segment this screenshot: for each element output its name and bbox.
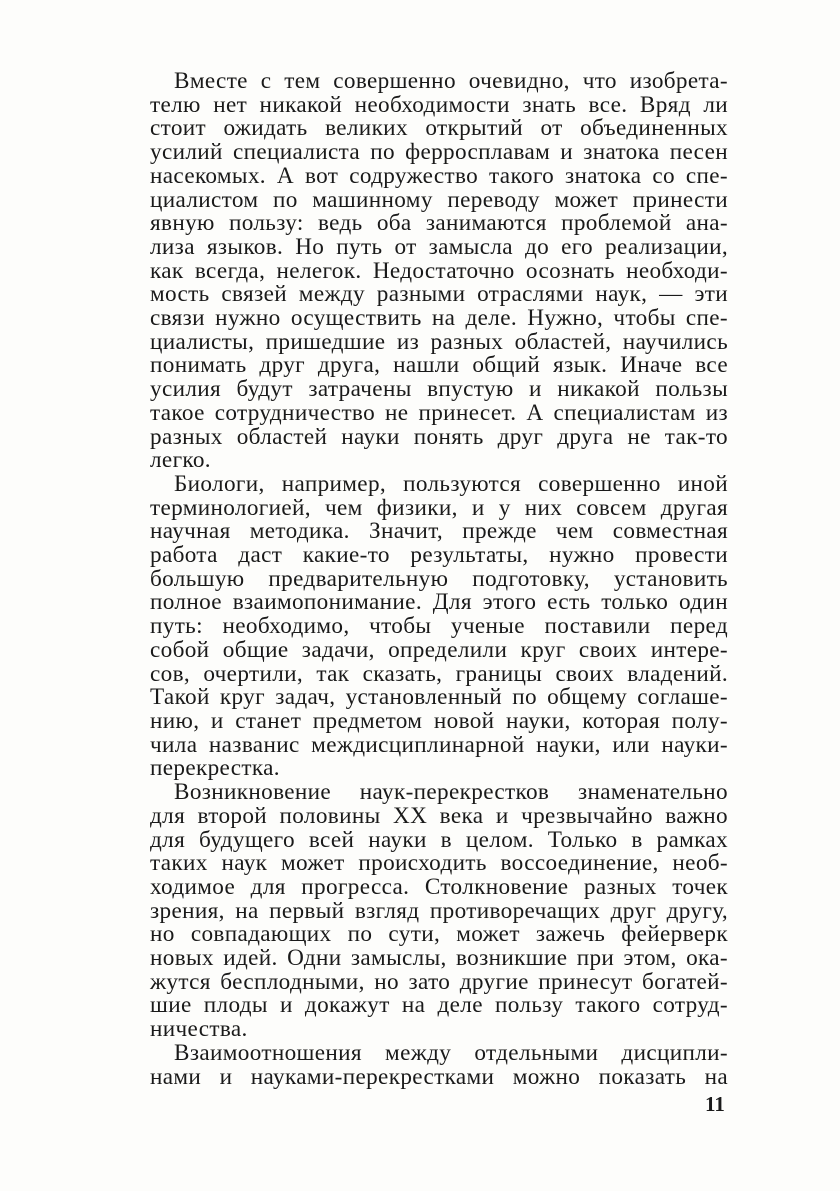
paragraph xyxy=(150,781,728,1042)
text-line: легко. xyxy=(150,447,211,474)
text-line: шие плоды и докажут на деле пользу такого сотруд- xyxy=(150,992,728,1019)
text-line: Взаимоотношения между отдельными дисципли- xyxy=(174,1039,728,1066)
text-line: понимать друг друга, нашли общий язык. Иначе все xyxy=(150,352,728,379)
text-line: как всегда, нелегок. Недостаточно осознать необходи- xyxy=(150,257,728,284)
text-line: такое сотрудничество не принесет. А специалистам из xyxy=(150,399,728,426)
paragraph xyxy=(150,70,728,473)
text-line: жутся бесплодными, но зато другие принесут богатей- xyxy=(150,968,728,995)
text-line: большую предварительную подготовку, установить xyxy=(150,565,728,592)
text-line: Возникновение наук-перекрестков знаменательно xyxy=(174,779,728,806)
text-line: циалистом по машинному переводу может принести xyxy=(150,186,728,213)
text-line: циалисты, пришедшие из разных областей, научились xyxy=(150,328,728,355)
text-line: для будущего всей науки в целом. Только в рамках xyxy=(150,826,728,853)
text-line: нами и науками-перекрестками можно показать на xyxy=(150,1063,728,1090)
text-line: для второй половины XX века и чрезвычайно важно xyxy=(150,802,728,829)
text-line: но совпадающих по сути, может зажечь фейерверк xyxy=(150,921,728,948)
text-line: Вместе с тем совершенно очевидно, что изобрета- xyxy=(174,68,728,94)
text-line: Биологи, например, пользуются совершенно иной xyxy=(174,470,728,497)
text-line: перекрестка. xyxy=(150,755,280,782)
text-line: ходимое для прогресса. Столкновение разных точек xyxy=(150,873,728,900)
text-line: нию, и станет предметом новой науки, которая полу- xyxy=(150,707,728,734)
text-line: мость связей между разными отраслями наук, — эти xyxy=(150,281,728,308)
paragraph xyxy=(150,470,728,782)
text-line: явную пользу: ведь оба занимаются проблемой ана- xyxy=(150,210,728,237)
text-line: Такой круг задач, установленный по общему соглаше- xyxy=(150,684,728,711)
text-line: научная методика. Значит, прежде чем совместная xyxy=(150,518,728,545)
text-line: зрения, на первый взгляд противоречащих друг другу, xyxy=(150,897,728,924)
text-line: лиза языков. Но путь от замысла до его реализации, xyxy=(150,233,728,260)
text-line: терминологией, чем физики, и у них совсем другая xyxy=(150,494,728,521)
text-line: собой общие задачи, определили круг своих интере- xyxy=(150,636,728,663)
text-line: работа даст какие-то результаты, нужно провести xyxy=(150,542,728,569)
text-line: новых идей. Одни замыслы, возникшие при этом, ока- xyxy=(150,945,728,972)
text-line: стоит ожидать великих открытий от объединенных xyxy=(150,115,728,142)
text-line: усилий специалиста по ферросплавам и знатока песен xyxy=(150,139,728,166)
body-text xyxy=(150,70,728,1089)
text-line: телю нет никакой необходимости знать все. Вряд ли xyxy=(150,91,728,118)
text-line: ничества. xyxy=(150,1016,248,1043)
paragraph xyxy=(150,1039,728,1090)
text-line: полное взаимопонимание. Для этого есть только один xyxy=(150,589,728,616)
text-line: путь: необходимо, чтобы ученые поставили перед xyxy=(150,613,728,640)
text-line: чила названис междисциплинарной науки, или науки- xyxy=(150,731,728,758)
text-line: насекомых. А вот содружество такого знатока со спе- xyxy=(150,162,728,189)
text-line: таких наук может происходить воссоединение, необ- xyxy=(150,850,728,877)
text-line: сов, очертили, так сказать, границы своих владений. xyxy=(150,660,728,687)
text-line: связи нужно осуществить на деле. Нужно, чтобы спе- xyxy=(150,305,728,332)
text-line: разных областей науки понять друг друга не так-то xyxy=(150,423,728,450)
text-line: усилия будут затрачены впустую и никакой пользы xyxy=(150,376,728,403)
page-number: 11 xyxy=(705,1092,725,1116)
